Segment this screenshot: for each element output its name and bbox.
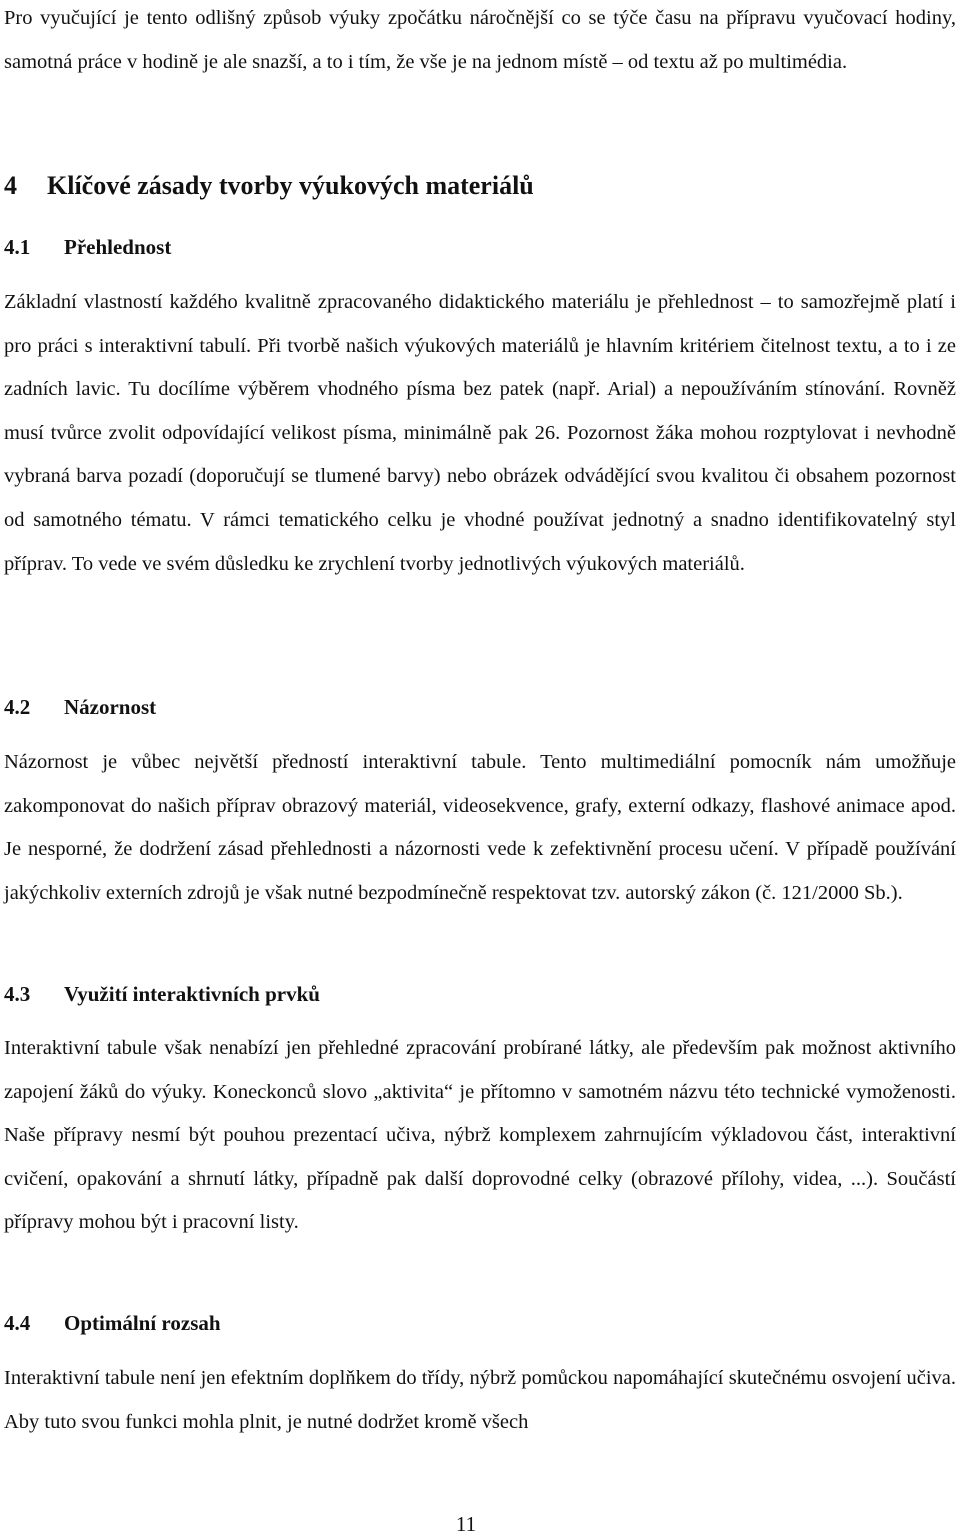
chapter-number: 4 (4, 171, 17, 200)
section-paragraph-4-1: Základní vlastností každého kvalitně zpracovaného didaktického materiálu je přehlednost – to samozřejmě platí i pro práci s interaktivní tabulí. Při tvorbě našich výukových materiálů je hlavním kritériem čitelnost textu, a to i ze zadních lavic. Tu docílíme výběrem vhodného písma bez patek (např. Arial) a nepoužíváním stínování. Rovněž musí tvůrce zvolit odpovídající velikost písma, minimálně pak 26. Pozornost žáka mohou rozptylovat i nevhodně vybraná barva pozadí (doporučují se tlumené barvy) nebo obrázek odvádějící svou kvalitou či obsahem pozornost od samotného tématu. V rámci tematického celku je vhodné používat jednotný a snadno identifikovatelný styl příprav. To vede ve svém důsledku ke zrychlení tvorby jednotlivých výukových materiálů. (4, 291, 956, 575)
intro-paragraph: Pro vyučující je tento odlišný způsob výuky zpočátku náročnější co se týče času na přípravu vyučovací hodiny, samotná práce v hodině je ale snazší, a to i tím, že vše je na jednom místě – od textu až po multimédia. (4, 7, 956, 73)
section-heading-4-4 (4, 1308, 221, 1338)
section-number: 4.2 (4, 695, 31, 719)
section-number: 4.3 (4, 982, 31, 1006)
section-heading-4-3 (4, 979, 320, 1009)
section-number: 4.4 (4, 1311, 31, 1335)
section-title: Přehlednost (64, 235, 172, 259)
chapter-heading (4, 166, 534, 206)
section-paragraph-4-2: Názornost je vůbec největší předností interaktivní tabule. Tento multimediální pomocník nám umožňuje zakomponovat do našich příprav obrazový materiál, videosekvence, grafy, externí odkazy, flashové animace apod. Je nesporné, že dodržení zásad přehlednosti a názornosti vede k zefektivnění procesu učení. V případě používání jakýchkoliv externích zdrojů je však nutné bezpodmínečně respektovat tzv. autorský zákon (č. 121/2000 Sb.). (4, 751, 956, 904)
chapter-title: Klíčové zásady tvorby výukových materiálů (47, 171, 534, 200)
section-heading-4-2 (4, 692, 156, 722)
page-number: 11 (455, 1512, 477, 1536)
section-title: Optimální rozsah (64, 1311, 221, 1335)
section-title: Využití interaktivních prvků (64, 982, 320, 1006)
section-heading-4-1 (4, 232, 171, 262)
section-title: Názornost (64, 695, 157, 719)
section-paragraph-4-4: Interaktivní tabule není jen efektním doplňkem do třídy, nýbrž pomůckou napomáhající skutečnému osvojení učiva. Aby tuto svou funkci mohla plnit, je nutné dodržet kromě všech (4, 1367, 956, 1433)
section-paragraph-4-3: Interaktivní tabule však nenabízí jen přehledné zpracování probírané látky, ale především pak možnost aktivního zapojení žáků do výuky. Koneckonců slovo „aktivita“ je přítomno v samotném názvu této technické vymoženosti. Naše přípravy nesmí být pouhou prezentací učiva, nýbrž komplexem zahrnujícím výkladovou část, interaktivní cvičení, opakování a shrnutí látky, případně pak další doprovodné celky (obrazové přílohy, videa, ...). Součástí přípravy mohou být i pracovní listy. (4, 1037, 956, 1234)
section-number: 4.1 (4, 235, 31, 259)
